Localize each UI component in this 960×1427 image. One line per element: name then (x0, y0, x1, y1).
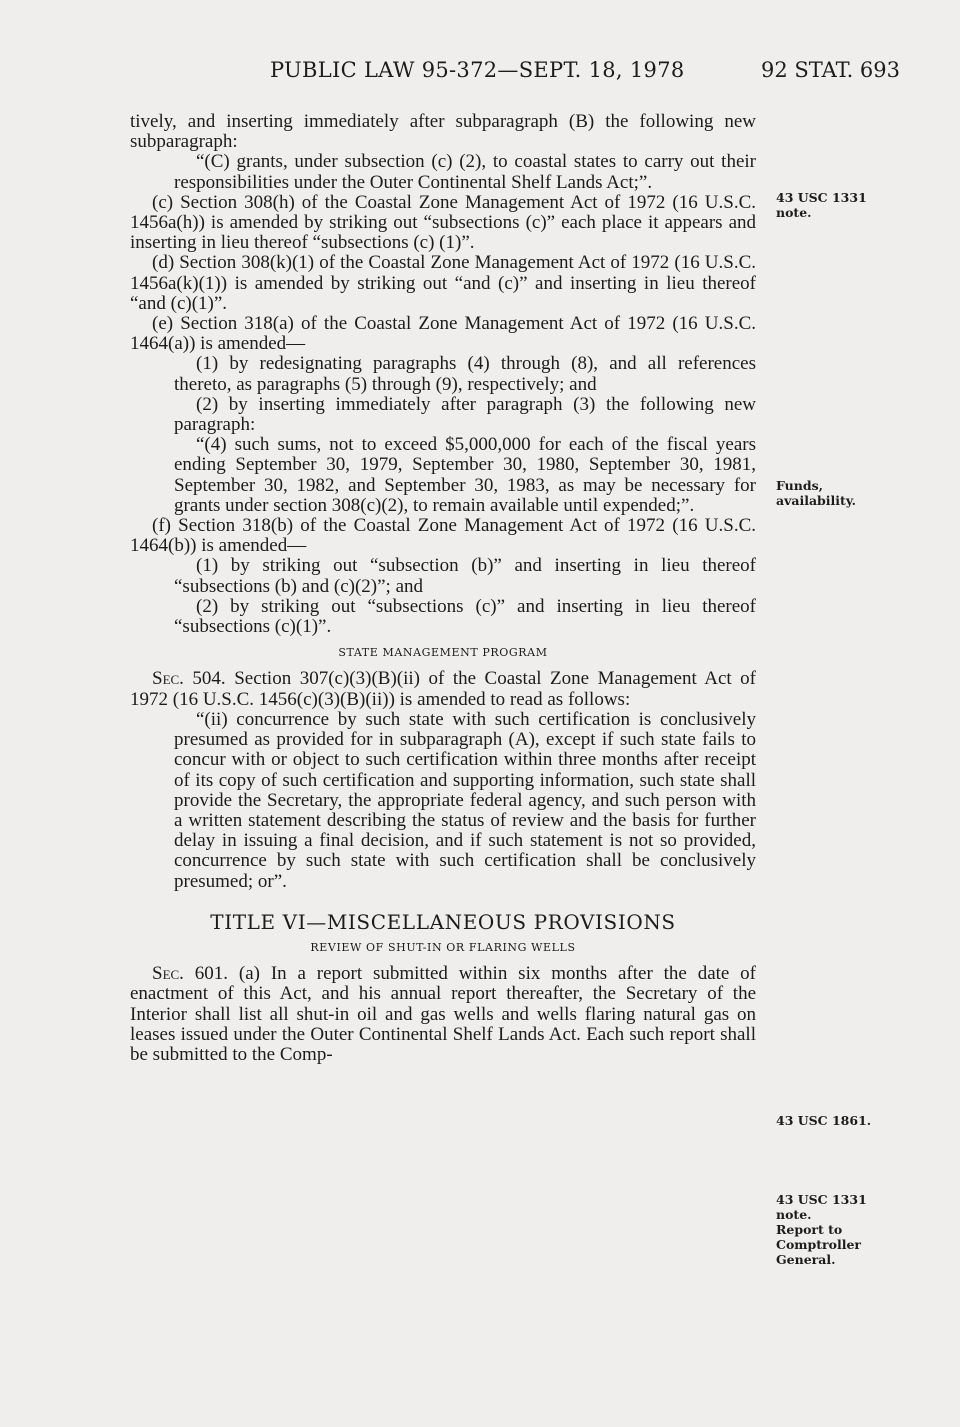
paragraph: (1) by redesignating paragraphs (4) through (8), and all references thereto, as paragraphs (5) through (9), respectively; and (174, 353, 756, 395)
margin-note (776, 1113, 896, 1128)
section-label: Sec. 601. (152, 963, 229, 985)
paragraph: (1) by striking out “subsection (b)” and inserting in lieu thereof “subsections (b) and (c)(2)”; and (174, 555, 756, 597)
margin-note-line: General. (776, 1252, 836, 1267)
section-heading: STATE MANAGEMENT PROGRAM (338, 646, 548, 660)
margin-note-line: note. (776, 205, 812, 220)
paragraph: tively, and inserting immediately after subparagraph (B) the following new subparagraph: (130, 111, 756, 153)
section-text: (a) In a report submitted within six months after the date of enactment of this Act, and his annual report thereafter, the Secretary of the Interior shall list all shut-in oil and gas wells and wells flaring natural gas on leases issued under the Outer Continental Shelf Lands Act. Each such report shall be submitted to the Comp- (130, 963, 757, 1065)
section-label: Sec. 504. (152, 668, 226, 690)
margin-note-line: 43 USC 1331 (776, 1192, 867, 1207)
paragraph: (e) Section 318(a) of the Coastal Zone Management Act of 1972 (16 U.S.C. 1464(a)) is amended— (130, 313, 756, 355)
margin-note (776, 1192, 896, 1267)
margin-note-line: 43 USC 1861. (776, 1113, 872, 1128)
paragraph: “(C) grants, under subsection (c) (2), to coastal states to carry out their responsibilities under the Outer Continental Shelf Lands Act;”. (174, 151, 756, 193)
margin-note (776, 190, 896, 220)
title-heading: TITLE VI—MISCELLANEOUS PROVISIONS (210, 909, 676, 934)
margin-note-line: availability. (776, 493, 856, 508)
margin-note-line: note. (776, 1207, 812, 1222)
section-601 (130, 964, 756, 1065)
paragraph: (d) Section 308(k)(1) of the Coastal Zone Management Act of 1972 (16 U.S.C. 1456a(k)(1)) is amended by striking out “and (c)” and inserting in lieu thereof “and (c)(1)”. (130, 252, 756, 314)
margin-note-line: 43 USC 1331 (776, 190, 867, 205)
paragraph: (2) by striking out “subsections (c)” and inserting in lieu thereof “subsections (c)(1)”. (174, 595, 756, 638)
running-title: PUBLIC LAW 95-372—SEPT. 18, 1978 (270, 58, 685, 82)
section-text: Section 307(c)(3)(B)(ii) of the Coastal Zone Management Act of 1972 (16 U.S.C. 1456(c)(3)(B)(ii)) is amended to read as follows: (130, 668, 756, 710)
paragraph: (f) Section 318(b) of the Coastal Zone Management Act of 1972 (16 U.S.C. 1464(b)) is amended— (130, 515, 756, 557)
section-504 (130, 669, 756, 709)
margin-note-line: Report to (776, 1222, 843, 1237)
paragraph: “(4) such sums, not to exceed $5,000,000 for each of the fiscal years ending September 30, 1979, September 30, 1980, September 30, 1981, September 30, 1982, and September 30, 1983, as may be necessary for grants under section 308(c)(2), to remain available until expended;”. (174, 434, 756, 516)
margin-note (776, 478, 896, 508)
paragraph: (2) by inserting immediately after paragraph (3) the following new paragraph: (174, 393, 756, 436)
page-header (130, 58, 900, 92)
section-heading: REVIEW OF SHUT-IN OR FLARING WELLS (310, 940, 576, 954)
body-text (130, 112, 756, 1065)
paragraph: “(ii) concurrence by such state with such certification is conclusively presumed as provided for in subparagraph (A), except if such state fails to concur with or object to such certification within three months after receipt of its copy of such certification and supporting information, such state shall provide the Secretary, the appropriate federal agency, and such person with a written statement describing the status of review and the basis for further delay in issuing a final decision, and if such statement is not so provided, concurrence by such state with such certification shall be conclusively presumed; or”. (174, 708, 756, 892)
margin-note-line: Comptroller (776, 1237, 861, 1252)
paragraph: (c) Section 308(h) of the Coastal Zone Management Act of 1972 (16 U.S.C. 1456a(h)) is amended by striking out “subsections (c)” each place it appears and inserting in lieu thereof “subsections (c) (1)”. (130, 191, 756, 254)
margin-note-line: Funds, (776, 478, 823, 493)
statute-page-citation: 92 STAT. 693 (760, 58, 900, 82)
